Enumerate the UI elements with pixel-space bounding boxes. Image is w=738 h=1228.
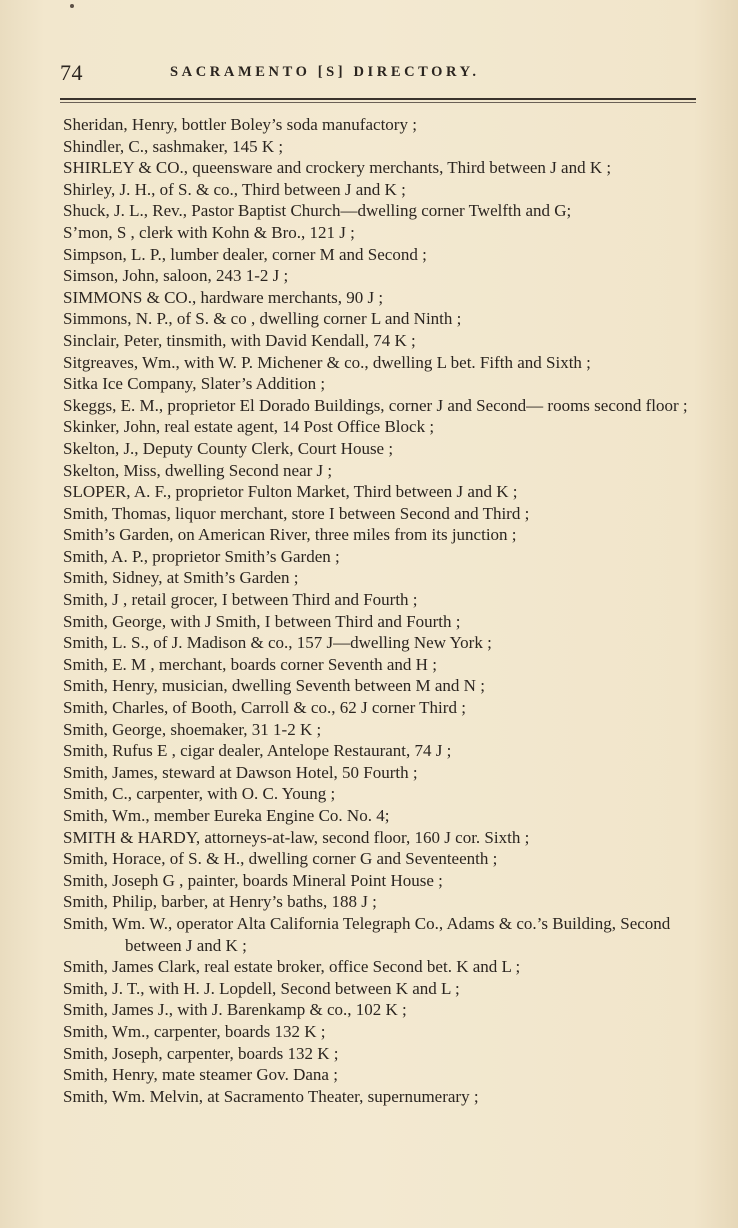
page-number: 74 — [60, 60, 83, 85]
directory-entry: Smith, James J., with J. Barenkamp & co., 102 K ; — [63, 1000, 407, 1020]
directory-entry: Sheridan, Henry, bottler Boley’s soda manufactory ; — [63, 115, 417, 134]
directory-entry: Sitka Ice Company, Slater’s Addition ; — [63, 374, 326, 394]
directory-entry: Smith, James, steward at Dawson Hotel, 50 Fourth ; — [63, 762, 418, 782]
directory-entry: Smith, A. P., proprietor Smith’s Garden ; — [63, 546, 340, 566]
directory-entry: SMITH & HARDY, attorneys-at-law, second floor, 160 J cor. Sixth ; — [63, 827, 530, 847]
directory-entry: Smith, Rufus E , cigar dealer, Antelope Restaurant, 74 J ; — [63, 741, 452, 761]
directory-entry: Simson, John, saloon, 243 1-2 J ; — [63, 266, 289, 286]
directory-entry: Smith, James Clark, real estate broker, office Second bet. K and L ; — [63, 957, 521, 977]
directory-entry: Smith, Joseph, carpenter, boards 132 K ; — [63, 1043, 339, 1063]
directory-entry: Smith, Joseph G , painter, boards Mineral Point House ; — [63, 870, 443, 890]
ink-spot — [70, 4, 74, 8]
directory-entry: Shuck, J. L., Rev., Pastor Baptist Church—dwelling corner Twelfth and G; — [63, 201, 572, 221]
directory-entry: Smith, E. M , merchant, boards corner Seventh and H ; — [63, 654, 437, 674]
directory-entry: Sinclair, Peter, tinsmith, with David Kendall, 74 K ; — [63, 330, 416, 350]
directory-entry: Smith’s Garden, on American River, three miles from its junction ; — [63, 525, 517, 545]
directory-entry: Smith, Sidney, at Smith’s Garden ; — [63, 568, 299, 588]
directory-entry: Smith, L. S., of J. Madison & co., 157 J—dwelling New York ; — [63, 633, 492, 653]
running-title: SACRAMENTO [S] DIRECTORY. — [170, 64, 480, 80]
directory-entry: Smith, Henry, mate steamer Gov. Dana ; — [63, 1065, 338, 1085]
directory-entry: Skinker, John, real estate agent, 14 Post Office Block ; — [63, 417, 435, 437]
directory-entry: Smith, J , retail grocer, I between Third and Fourth ; — [63, 590, 418, 610]
directory-entry: Skeggs, E. M., proprietor El Dorado Buildings, corner J and Second— rooms second floor ; — [63, 395, 688, 415]
directory-entry: Smith, Wm. Melvin, at Sacramento Theater, supernumerary ; — [63, 1086, 479, 1106]
directory-entry: Skelton, Miss, dwelling Second near J ; — [63, 460, 333, 480]
directory-entry: Smith, George, with J Smith, I between Third and Fourth ; — [63, 611, 461, 631]
directory-entry: Smith, Philip, barber, at Henry’s baths, 188 J ; — [63, 892, 377, 912]
directory-entry: Smith, Henry, musician, dwelling Seventh between M and N ; — [63, 676, 485, 696]
directory-entry: Smith, Thomas, liquor merchant, store I between Second and Third ; — [63, 503, 530, 523]
directory-entries — [63, 114, 703, 1107]
directory-entry: Smith, Wm., member Eureka Engine Co. No. 4; — [63, 806, 390, 825]
directory-entry: Smith, Wm. W., operator Alta California Telegraph Co., Adams & co.’s Building, Second between J and K ; — [63, 913, 671, 955]
directory-entry: Skelton, J., Deputy County Clerk, Court House ; — [63, 438, 394, 458]
directory-entry: Smith, George, shoemaker, 31 1-2 K ; — [63, 719, 322, 739]
header-rule-thick — [60, 98, 696, 100]
directory-entry: SHIRLEY & CO., queensware and crockery merchants, Third between J and K ; — [63, 158, 612, 178]
directory-entry: Smith, Wm., carpenter, boards 132 K ; — [63, 1021, 326, 1041]
directory-entry: SIMMONS & CO., hardware merchants, 90 J ; — [63, 287, 384, 307]
page-header — [60, 58, 700, 92]
directory-entry: Shirley, J. H., of S. & co., Third between J and K ; — [63, 179, 406, 199]
directory-entry: Simmons, N. P., of S. & co , dwelling corner L and Ninth ; — [63, 309, 462, 329]
directory-entry: Smith, J. T., with H. J. Lopdell, Second between K and L ; — [63, 978, 460, 998]
directory-entry: S’mon, S , clerk with Kohn & Bro., 121 J ; — [63, 222, 355, 242]
directory-entry: Smith, Horace, of S. & H., dwelling corner G and Seventeenth ; — [63, 849, 498, 869]
directory-entry: Smith, Charles, of Booth, Carroll & co., 62 J corner Third ; — [63, 698, 466, 718]
directory-entry: Smith, C., carpenter, with O. C. Young ; — [63, 784, 336, 804]
directory-entry: SLOPER, A. F., proprietor Fulton Market, Third between J and K ; — [63, 482, 518, 502]
header-rule-thin — [60, 102, 696, 103]
directory-entry: Shindler, C., sashmaker, 145 K ; — [63, 136, 284, 156]
directory-entry: Sitgreaves, Wm., with W. P. Michener & co., dwelling L bet. Fifth and Sixth ; — [63, 352, 591, 372]
directory-entry: Simpson, L. P., lumber dealer, corner M and Second ; — [63, 244, 427, 264]
